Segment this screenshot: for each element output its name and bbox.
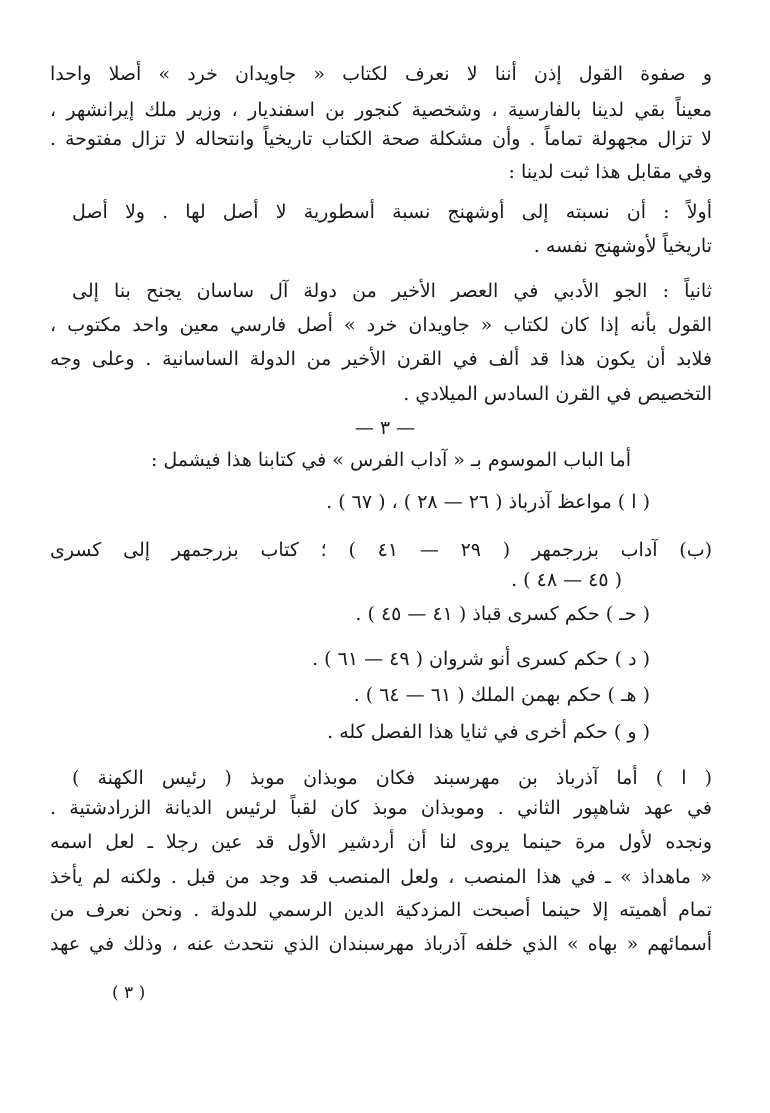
list-item: ( هـ ) حكم بهمن الملك ( ٦١ — ٦٤ ) .: [353, 684, 650, 706]
text-line: ونجده لأول مرة حينما يروى لنا أن أردشير الأول قد عين رجلا ـ لعل اسمه: [50, 831, 712, 853]
text-line: أولاً : أن نسبته إلى أوشهنج نسبة أسطورية لا أصل لها . ولا أصل: [72, 201, 712, 223]
text-line: تمام أهميته إلا حينما أصبحت المزدكية الدين الرسمي للدولة . ونحن نعرف من: [50, 899, 712, 921]
text-line: « ماهداذ » ـ في هذا المنصب ، ولعل المنصب قد وجد من قبل . ولكنه لم يأخذ: [50, 866, 712, 888]
section-intro: أما الباب الموسوم بـ « آداب الفرس » في كتابنا هذا فيشمل :: [150, 449, 632, 471]
list-item: ( د ) حكم كسرى أنو شروان ( ٤٩ — ٦١ ) .: [312, 648, 650, 670]
text-line: لا تزال مجهولة تماماً . وأن مشكلة صحة الكتاب تاريخياً وانتحاله لا تزال مفتوحة .: [50, 128, 712, 150]
section-marker: — ٣ —: [354, 417, 416, 439]
text-line: تاريخياً لأوشهنج نفسه .: [533, 235, 712, 257]
text-line: أسمائهم « بهاه » الذي خلفه آذرباذ مهرسبندان الذي نتحدث عنه ، وذلك في عهد: [50, 933, 712, 955]
text-line: وفي مقابل هذا ثبت لدينا :: [508, 161, 712, 183]
list-item: ( ا ) مواعظ آذرباذ ( ٢٦ — ٢٨ ) ، ( ٦٧ ) .: [326, 491, 650, 513]
text-line: فلابد أن يكون هذا قد ألف في القرن الأخير من الدولة الساسانية . وعلى وجه: [50, 348, 712, 370]
text-line: ( ا ) أما آذرباذ بن مهرسبند فكان موبذان موبذ ( رئيس الكهنة ): [72, 767, 712, 789]
text-line: ثانياً : الجو الأدبي في العصر الأخير من دولة آل ساسان يجنح بنا إلى: [72, 280, 712, 302]
list-item: ( حـ ) حكم كسرى قباذ ( ٤١ — ٤٥ ) .: [355, 603, 650, 625]
text-line: و صفوة القول إذن أننا لا نعرف لكتاب « جاويدان خرد » أصلا واحدا: [50, 63, 712, 85]
page-number: ( ٣ ): [112, 983, 146, 1003]
list-item-continuation: ( ٤٥ — ٤٨ ) .: [511, 569, 622, 591]
text-line: معيناً بقي لدينا بالفارسية ، وشخصية كنجور بن اسفنديار ، وزير ملك إيرانشهر ،: [50, 99, 712, 121]
text-line: في عهد شاهپور الثاني . وموبذان موبذ كان لقباً لرئيس الديانة الزرادشتية .: [50, 797, 712, 819]
list-item: (ب) آداب بزرجمهر ( ٢٩ — ٤١ ) ؛ كتاب بزرجمهر إلى كسرى: [50, 539, 712, 561]
text-line: القول بأنه إذا كان لكتاب « جاويدان خرد » أصل فارسي معين واحد مكتوب ،: [50, 314, 712, 336]
text-line: التخصيص في القرن السادس الميلادي .: [403, 383, 712, 405]
list-item: ( و ) حكم أخرى في ثنايا هذا الفصل كله .: [327, 721, 650, 743]
